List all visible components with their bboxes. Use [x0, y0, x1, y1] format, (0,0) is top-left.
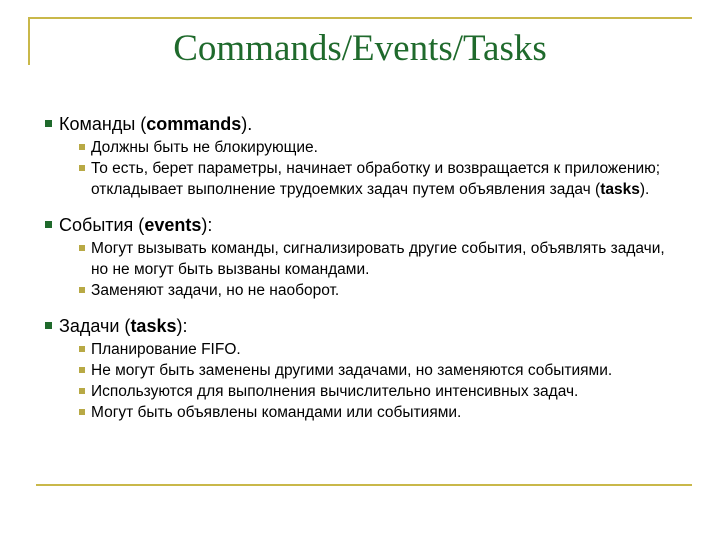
sub-item-text: То есть, берет параметры, начинает обработку и возвращается к приложению; откладывает выполнение трудоемких задач путем объявления задач (: [91, 160, 661, 198]
section-label: События (: [59, 215, 145, 235]
sub-item-text: Могут вызывать команды, сигнализировать другие события, объявлять задачи, но не могут быть вызваны командами.: [91, 240, 665, 278]
sub-list: [79, 238, 685, 301]
section-label: Команды (: [59, 114, 147, 134]
square-bullet-icon: [79, 144, 85, 150]
section-keyword: events: [144, 215, 202, 235]
sub-item: [79, 280, 685, 301]
sub-item: [79, 381, 685, 402]
square-bullet-icon: [45, 120, 52, 127]
square-bullet-icon: [45, 221, 52, 228]
bullet-commands: [45, 112, 685, 136]
bullet-tasks: [45, 314, 685, 338]
sub-item-text-end: ).: [639, 181, 650, 198]
sub-item-text: Заменяют задачи, но не наоборот.: [91, 282, 340, 299]
square-bullet-icon: [79, 367, 85, 373]
square-bullet-icon: [79, 409, 85, 415]
section-label-end: ):: [201, 215, 213, 235]
square-bullet-icon: [79, 287, 85, 293]
square-bullet-icon: [79, 165, 85, 171]
sub-item: [79, 402, 685, 423]
section-keyword: tasks: [130, 316, 177, 336]
square-bullet-icon: [79, 245, 85, 251]
sub-item: [79, 360, 685, 381]
section-events: [45, 213, 685, 301]
frame-top-line: [28, 17, 692, 19]
sub-item-text: Планирование FIFO.: [91, 341, 241, 358]
sub-item: [79, 158, 685, 200]
slide-title: Commands/Events/Tasks: [173, 28, 547, 69]
section-tasks: [45, 314, 685, 423]
sub-item-text: Используются для выполнения вычислительно интенсивных задач.: [91, 383, 579, 400]
section-commands: [45, 112, 685, 200]
section-label: Задачи (: [59, 316, 131, 336]
section-label-end: ).: [241, 114, 253, 134]
frame-bottom-line: [36, 484, 692, 486]
sub-item-text: Должны быть не блокирующие.: [91, 139, 318, 156]
sub-item-keyword: tasks: [600, 181, 640, 198]
square-bullet-icon: [79, 388, 85, 394]
section-label-end: ):: [176, 316, 188, 336]
square-bullet-icon: [45, 322, 52, 329]
sub-list: [79, 137, 685, 200]
slide-content: [45, 112, 685, 436]
sub-item: [79, 137, 685, 158]
sub-item-text: Могут быть объявлены командами или событиями.: [91, 404, 462, 421]
square-bullet-icon: [79, 346, 85, 352]
sub-item: [79, 339, 685, 360]
bullet-events: [45, 213, 685, 237]
sub-item-text: Не могут быть заменены другими задачами, но заменяются событиями.: [91, 362, 613, 379]
sub-item: [79, 238, 685, 280]
sub-list: [79, 339, 685, 423]
section-keyword: commands: [146, 114, 242, 134]
